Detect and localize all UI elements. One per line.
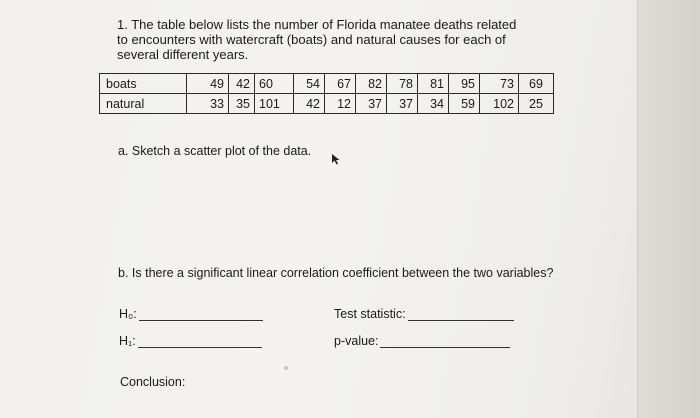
table-row-natural — [100, 94, 554, 114]
h1-label: H₁: — [119, 334, 136, 348]
row-label: natural — [100, 94, 187, 114]
h0-label: H₀: — [119, 307, 137, 321]
table-cell: 101 — [255, 94, 294, 114]
paper-speck — [284, 366, 288, 370]
table-cell: 60 — [255, 74, 294, 94]
table-cell: 82 — [356, 74, 387, 94]
conclusion-label: Conclusion: — [120, 375, 186, 389]
test-statistic-label: Test statistic: — [334, 307, 406, 321]
table-cell: 54 — [294, 74, 325, 94]
table-cell: 33 — [187, 94, 229, 114]
part-a-prompt: a. Sketch a scatter plot of the data. — [118, 144, 312, 158]
part-b-prompt: b. Is there a significant linear correlation coefficient between the two variables? — [118, 266, 554, 280]
p-value-blank[interactable] — [380, 335, 510, 348]
table-cell: 78 — [387, 74, 418, 94]
table-cell: 69 — [519, 74, 554, 94]
table-cell: 12 — [325, 94, 356, 114]
table-cell: 59 — [449, 94, 480, 114]
table-cell: 37 — [387, 94, 418, 114]
table-cell: 34 — [418, 94, 449, 114]
h1-field — [119, 334, 262, 348]
h0-field — [119, 307, 263, 321]
test-statistic-blank[interactable] — [408, 308, 514, 321]
p-value-label: p-value: — [334, 334, 379, 348]
table-cell: 81 — [418, 74, 449, 94]
table-cell: 42 — [229, 74, 255, 94]
table-cell: 95 — [449, 74, 480, 94]
h0-answer-blank[interactable] — [139, 308, 263, 321]
mouse-pointer-icon — [331, 153, 341, 165]
table-cell: 35 — [229, 94, 255, 114]
page-edge-shadow — [637, 0, 700, 418]
test-statistic-field — [334, 307, 514, 321]
table-cell: 73 — [480, 74, 519, 94]
table-cell: 42 — [294, 94, 325, 114]
table-cell: 67 — [325, 74, 356, 94]
h1-answer-blank[interactable] — [138, 335, 262, 348]
p-value-field — [334, 334, 510, 348]
row-label: boats — [100, 74, 187, 94]
manatee-data-table — [99, 73, 554, 114]
table-cell: 25 — [519, 94, 554, 114]
question-text: 1. The table below lists the number of Florida manatee deaths related to encounters with watercraft (boats) and natural causes for each of several different years. — [117, 17, 517, 62]
table-cell: 102 — [480, 94, 519, 114]
table-row-boats — [100, 74, 554, 94]
table-cell: 49 — [187, 74, 229, 94]
table-cell: 37 — [356, 94, 387, 114]
